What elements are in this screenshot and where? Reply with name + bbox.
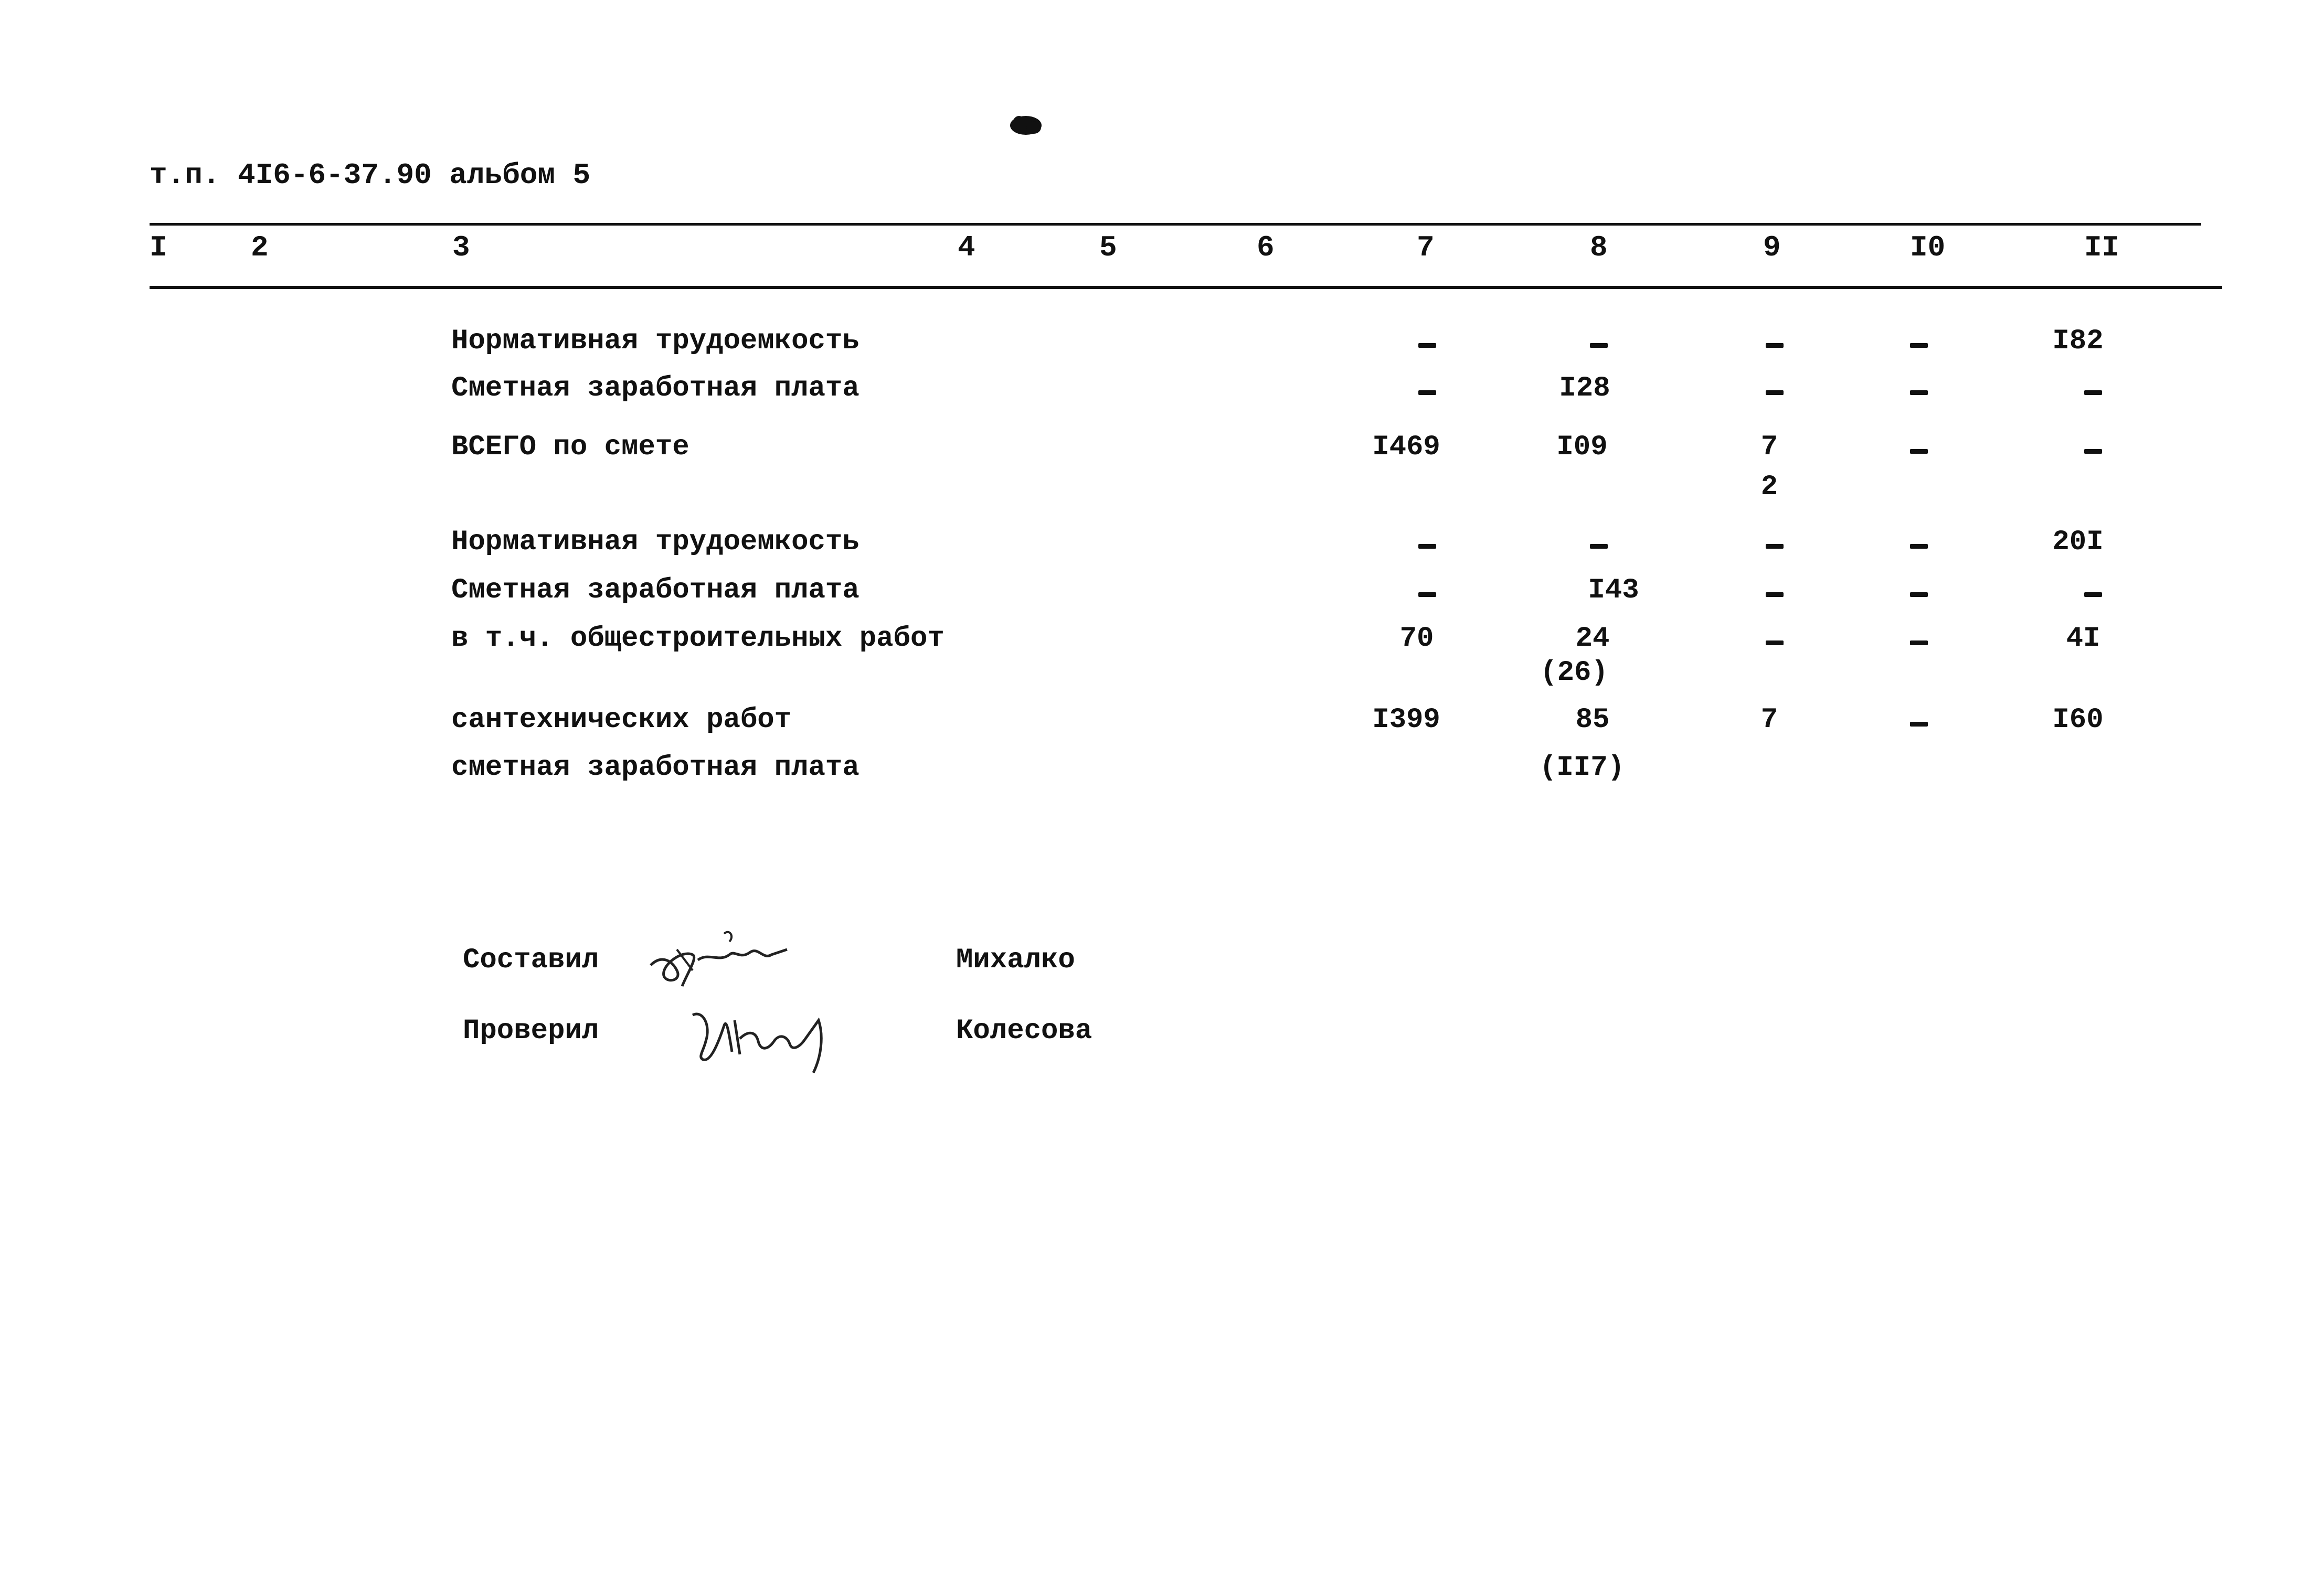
compiled-by-label: Составил — [463, 944, 599, 976]
table-cell: I43 — [1588, 574, 1639, 606]
checked-by-name: Колесова — [956, 1015, 1092, 1047]
column-number-5: 5 — [1099, 231, 1117, 264]
column-number-1: I — [150, 231, 167, 264]
table-cell: I469 — [1372, 431, 1440, 463]
compiled-by-name: Михалко — [956, 944, 1075, 976]
row-label: сметная заработная плата — [451, 752, 859, 784]
dash-cell — [1910, 544, 1928, 549]
column-number-6: 6 — [1257, 231, 1275, 264]
dash-cell — [1418, 343, 1436, 348]
table-cell: 4I — [2066, 623, 2100, 655]
dash-cell — [1590, 544, 1608, 549]
column-number-3: 3 — [452, 231, 470, 264]
dash-cell — [1766, 343, 1784, 348]
dash-cell — [2084, 390, 2102, 395]
column-number-10: I0 — [1910, 231, 1946, 264]
dash-cell — [1590, 343, 1608, 348]
row-label: Сметная заработная плата — [451, 574, 859, 606]
checked-by-signature — [682, 994, 861, 1078]
dash-cell — [1418, 544, 1436, 549]
table-cell: I82 — [2052, 325, 2104, 357]
document-reference: т.п. 4I6-6-37.90 альбом 5 — [150, 158, 591, 192]
column-number-11: II — [2084, 231, 2120, 264]
dash-cell — [1766, 640, 1784, 645]
compiled-by-signature — [645, 923, 803, 997]
dash-cell — [1910, 449, 1928, 454]
dash-cell — [1910, 592, 1928, 597]
table-cell: 70 — [1399, 623, 1434, 655]
table-top-rule — [150, 223, 2201, 226]
dash-cell — [1418, 592, 1436, 597]
table-cell: 85 — [1575, 704, 1610, 736]
dash-cell — [2084, 449, 2102, 454]
column-number-8: 8 — [1590, 231, 1608, 264]
dash-cell — [2084, 592, 2102, 597]
row-label: в т.ч. общестроительных работ — [451, 623, 945, 655]
row-label: сантехнических работ — [451, 704, 792, 736]
column-number-9: 9 — [1763, 231, 1781, 264]
table-cell: I60 — [2052, 704, 2104, 736]
dash-cell — [1910, 390, 1928, 395]
page-number-mark — [1007, 113, 1044, 138]
dash-cell — [1910, 640, 1928, 645]
table-cell: 7 — [1760, 704, 1778, 736]
row-label: ВСЕГО по смете — [451, 431, 689, 463]
column-number-7: 7 — [1417, 231, 1435, 264]
table-cell: 2 — [1760, 471, 1778, 503]
table-cell: I09 — [1556, 431, 1608, 463]
dash-cell — [1910, 343, 1928, 348]
dash-cell — [1766, 592, 1784, 597]
row-label: Нормативная трудоемкость — [451, 325, 859, 357]
dash-cell — [1910, 722, 1928, 727]
table-cell: 24 — [1575, 623, 1610, 655]
table-cell: 20I — [2052, 526, 2104, 558]
dash-cell — [1766, 544, 1784, 549]
column-number-4: 4 — [958, 231, 975, 264]
row-label: Нормативная трудоемкость — [451, 526, 859, 558]
table-header-rule — [150, 286, 2222, 289]
row-label: Сметная заработная плата — [451, 372, 859, 404]
table-cell: (II7) — [1539, 752, 1625, 784]
column-number-2: 2 — [251, 231, 269, 264]
dash-cell — [1418, 390, 1436, 395]
table-cell: I399 — [1372, 704, 1440, 736]
table-cell: (26) — [1540, 657, 1608, 689]
checked-by-label: Проверил — [463, 1015, 599, 1047]
table-cell: 7 — [1760, 431, 1778, 463]
table-cell: I28 — [1559, 372, 1610, 404]
dash-cell — [1766, 390, 1784, 395]
